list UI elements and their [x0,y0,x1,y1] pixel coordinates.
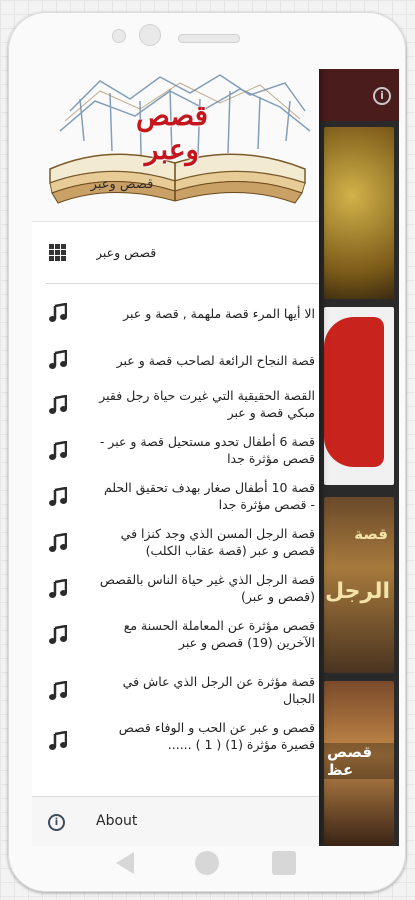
story-title: قصة 6 أطفال تحدو مستحيل قصة و عبر - قصص مؤثرة جدا [99,434,315,466]
story-card-thumbnail[interactable] [324,681,394,846]
card-title-fragment: قصص عظ [324,743,394,779]
story-title: قصص و عبر عن الحب و الوفاء قصص قصيرة مؤثرة (1) ( 1 ) ...... [118,720,315,752]
logo-title: قصص وعبر [136,99,208,166]
music-note-icon [46,623,70,647]
story-item[interactable] [32,523,319,561]
card-title-fragment: الرجل [325,579,390,604]
music-note-icon [46,729,70,753]
drawer-header [32,69,319,222]
music-note-icon [46,531,70,555]
story-item[interactable] [32,431,319,469]
app-screen [32,69,399,846]
info-icon[interactable]: i [373,87,391,105]
menu-item-label: قصص وعبر [96,245,157,260]
story-title: الا أيها المرء قصة ملهمة , قصة و عبر [123,306,315,321]
info-icon: i [48,814,65,831]
music-note-icon [46,439,70,463]
story-item[interactable] [32,301,319,327]
story-card-thumbnail[interactable] [324,127,394,299]
story-item[interactable] [32,569,319,607]
music-note-icon [46,679,70,703]
story-title: قصة الرجل الذي غير حياة الناس بالقصص (قصص و عبر) [99,572,315,604]
story-card-thumbnail[interactable] [324,307,394,485]
story-title: القصة الحقيقية التي غيرت حياة رجل فقير مبكي قصة و عبر [99,388,315,420]
music-note-icon [46,348,70,372]
story-item[interactable] [32,348,319,374]
story-item[interactable] [32,477,319,515]
phone-frame [8,12,406,892]
story-item[interactable] [32,717,319,789]
music-note-icon [46,301,70,325]
story-card-thumbnail[interactable] [324,497,394,673]
back-icon[interactable] [116,852,134,874]
music-note-icon [46,485,70,509]
story-item[interactable] [32,673,319,711]
number-graphic [324,317,384,467]
story-title: قصة مؤثرة عن الرجل الذي عاش في الجبال [122,674,315,706]
front-camera [139,24,161,46]
navigation-drawer [32,69,319,846]
music-note-icon [46,577,70,601]
grid-icon [46,240,70,264]
logo-subtitle: قصص وعبر [90,177,154,192]
about-label: About [96,813,138,829]
story-title: قصة 10 أطفال صغار بهدف تحقيق الحلم - قصص مؤثرة جدا [103,480,315,512]
recent-apps-icon[interactable] [272,851,296,875]
earpiece-speaker [178,34,240,43]
story-title: قصة الرجل المسن الذي وجد كنزا في قصص و عبر (قصة عقاب الكلب) [120,526,315,558]
home-icon[interactable] [195,851,219,875]
system-nav-bar [24,836,391,888]
story-title: قصص مؤثرة عن المعاملة الحسنة مع الآخرين (19) قصص و عبر [123,618,315,650]
menu-item-main[interactable] [32,239,319,265]
story-item[interactable] [32,385,319,423]
music-note-icon [46,393,70,417]
card-title-fragment: قصة [354,525,388,543]
story-item[interactable] [32,615,319,653]
menu-divider [46,283,319,284]
story-title: قصة النجاح الرائعة لصاحب قصة و عبر [116,353,315,368]
sensor-dot [112,29,126,43]
